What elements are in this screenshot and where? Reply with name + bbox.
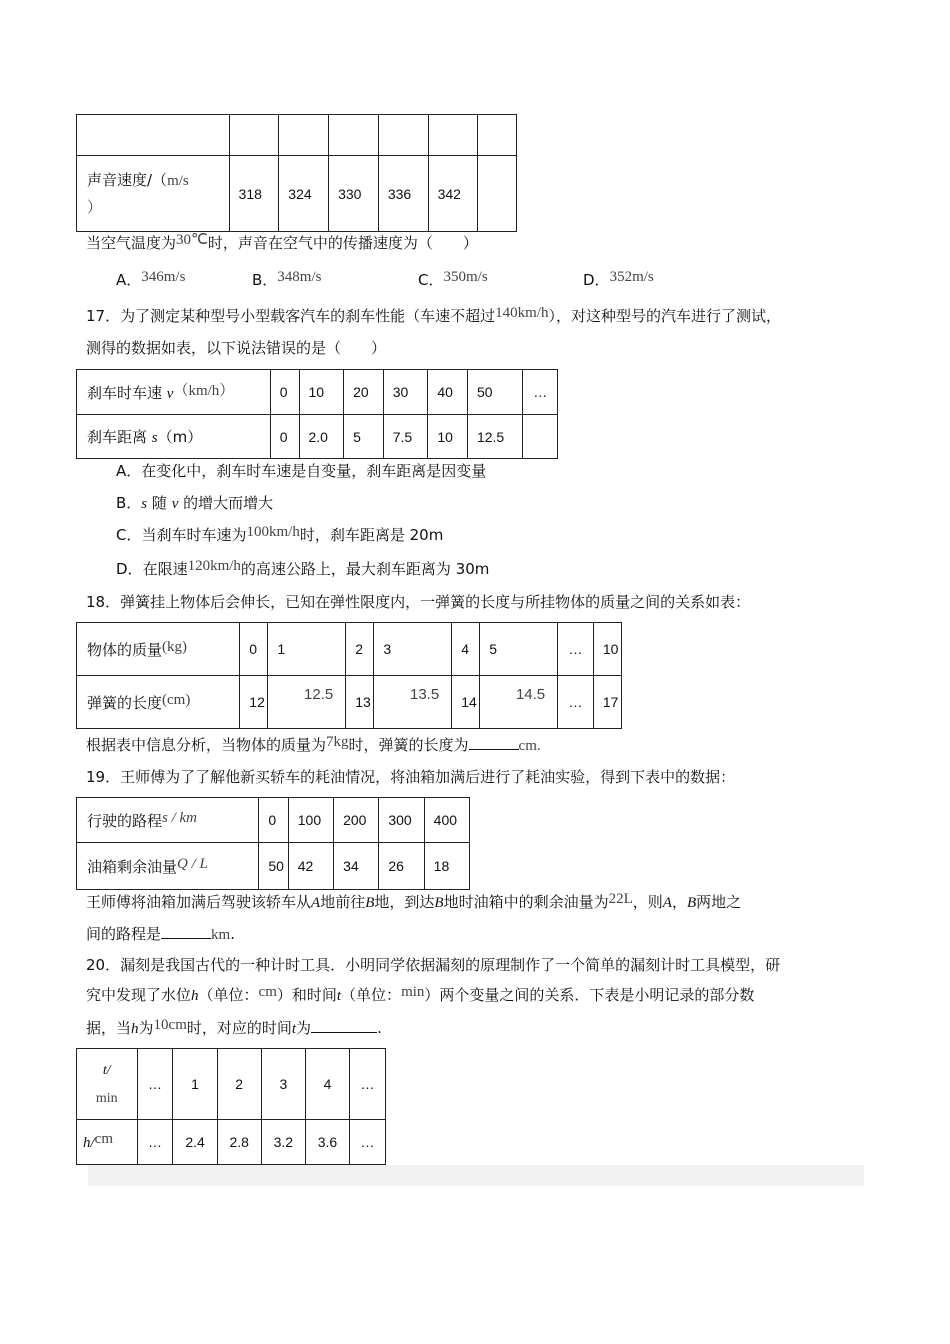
table-cell: … [523, 370, 558, 415]
label-text: 油箱剩余油量 [87, 857, 178, 876]
table-cell: 3.2 [261, 1120, 305, 1165]
question-number: 18． [86, 593, 121, 611]
unit-text: (cm) [162, 691, 191, 708]
table-cell: … [137, 1120, 173, 1165]
q16-stem [86, 233, 478, 254]
q18-mass-row [77, 623, 622, 676]
q17-option-d[interactable] [116, 559, 489, 580]
table-cell: 300 [379, 798, 424, 843]
option-text: 当刹车时车速为 [141, 526, 247, 544]
stem-text: 为 [296, 1019, 312, 1037]
speed-value: 120km/h [187, 558, 241, 574]
stem-text: ），对这种型号的汽车进行了测试， [548, 307, 781, 325]
table-cell: 324 [279, 156, 329, 232]
table-cell: 10 [428, 415, 468, 459]
q17-option-c[interactable] [116, 525, 443, 546]
mass-value: 7kg [326, 734, 349, 750]
table-cell: 20 [344, 370, 384, 415]
table-cell: 2.0 [299, 415, 344, 459]
table-cell: 100 [288, 798, 333, 843]
q16-table-speed-row [77, 156, 517, 232]
table-cell: 0 [259, 798, 288, 843]
q16-option-c[interactable] [418, 270, 488, 291]
q19-row-label [77, 798, 259, 843]
q16-header-cell [428, 115, 478, 156]
unit-text: km [211, 927, 231, 943]
table-cell: 30 [383, 370, 428, 415]
q19-stem [86, 767, 735, 787]
q17-distance-row [77, 415, 558, 459]
variable-t: t [336, 988, 342, 1004]
table-cell: 13 [346, 676, 374, 729]
q17-row-label [77, 370, 271, 415]
table-cell: 26 [379, 843, 424, 890]
option-text: 随 [151, 494, 167, 512]
stem-text: 漏刻是我国古代的一种计时工具．小明同学依据漏刻的原理制作了一个简单的漏刻计时工具模型，研 [120, 956, 781, 974]
option-letter: B． [116, 494, 142, 512]
table-cell: 4 [305, 1049, 349, 1120]
answer-blank[interactable] [161, 922, 211, 939]
table-cell: 4 [452, 623, 480, 676]
option-letter: A． [116, 271, 142, 289]
fuel-value: 22L [608, 891, 633, 907]
table-cell: … [350, 1049, 386, 1120]
table-cell [523, 415, 558, 459]
question-text: 间的路程是 [86, 925, 162, 943]
variable-t: t/ [102, 1063, 111, 1078]
q16-header-cell [329, 115, 379, 156]
stem-text: ）和时间 [276, 986, 337, 1004]
q18-stem [86, 592, 750, 612]
q17-stem-line1 [86, 306, 781, 327]
table-cell: … [350, 1120, 386, 1165]
q18-question [86, 733, 541, 756]
height-value: 10cm [153, 1017, 187, 1033]
unit-text: （km/h） [173, 382, 235, 399]
option-text: 在限速 [142, 560, 188, 578]
unit-text: cm. [518, 738, 541, 754]
q16-option-a[interactable] [116, 270, 185, 291]
unit-text: min [95, 1091, 118, 1106]
temperature-value: 30℃ [176, 232, 208, 248]
question-text: 两地之 [696, 893, 742, 911]
label-close: ） [87, 199, 103, 216]
label-text: 物体的质量 [87, 640, 163, 659]
option-text: 352m/s [609, 269, 654, 285]
question-text: 时，弹簧的长度为 [348, 736, 469, 754]
q16-header-cell [229, 115, 279, 156]
table-cell: 2 [217, 1049, 261, 1120]
table-cell: 3 [261, 1049, 305, 1120]
table-cell: 13.5 [374, 676, 452, 729]
q20-row-label [77, 1049, 138, 1120]
label-text: 刹车距离 [87, 428, 148, 446]
stem-text: ）两个变量之间的关系．下表是小明记录的部分数 [424, 986, 755, 1004]
option-letter: D． [116, 560, 143, 578]
question-number: 17． [86, 307, 121, 325]
q20-time-row [77, 1049, 386, 1120]
table-cell: 2.8 [217, 1120, 261, 1165]
table-cell: 0 [270, 415, 299, 459]
q16-table-header-row [77, 115, 517, 156]
answer-blank[interactable] [311, 1016, 377, 1033]
q20-row-label [77, 1120, 138, 1165]
q17-stem-line2: 测得的数据如表，以下说法错误的是（ ） [86, 339, 387, 357]
stem-text: . [377, 1019, 382, 1037]
option-letter: A． [116, 462, 142, 480]
question-number: 20． [86, 956, 121, 974]
table-cell [478, 156, 517, 232]
table-cell: 3.6 [305, 1120, 349, 1165]
q16-header-cell [279, 115, 329, 156]
q19-question-line1 [86, 892, 741, 913]
option-text: 350m/s [443, 269, 488, 285]
q16-header-cell [378, 115, 428, 156]
label-text: 刹车时车速 [87, 383, 163, 402]
table-cell: 40 [428, 370, 468, 415]
question-text: ，则 [632, 893, 663, 911]
option-letter: D． [583, 271, 610, 289]
point-b: B [686, 895, 697, 911]
label-text: 行驶的路程 [87, 811, 163, 830]
table-cell: 14 [452, 676, 480, 729]
table-cell: 7.5 [383, 415, 428, 459]
stem-text: 时，对应的时间 [186, 1019, 292, 1037]
unit-text: m/s [167, 172, 189, 189]
q19-distance-row [77, 798, 470, 843]
table-cell: 17 [593, 676, 621, 729]
point-b: B [365, 895, 375, 911]
table-cell: 10 [299, 370, 344, 415]
stem-text: 弹簧挂上物体后会伸长，已知在弹性限度内，一弹簧的长度与所挂物体的质量之间的关系如表： [120, 593, 751, 611]
option-text: 的高速公路上，最大刹车距离为 30m [240, 560, 490, 578]
q17-option-a[interactable] [116, 461, 486, 481]
q20-stem-line2 [86, 985, 754, 1006]
q19-question-line2 [86, 922, 235, 945]
q16-row-label [77, 156, 230, 232]
stem-text: 王师傅为了了解他新买轿车的耗油情况，将油箱加满后进行了耗油实验，得到下表中的数据： [120, 768, 736, 786]
stem-text: （单位： [341, 986, 402, 1004]
table-cell: 5 [480, 623, 558, 676]
question-text: 根据表中信息分析，当物体的质量为 [86, 736, 327, 754]
table-cell: 12.5 [268, 676, 346, 729]
variable-s: s [141, 496, 148, 512]
stem-text: 为 [138, 1019, 154, 1037]
q18-table [76, 622, 622, 729]
q17-speed-row [77, 370, 558, 415]
table-cell: 336 [378, 156, 428, 232]
q16-header-cell [77, 115, 230, 156]
table-cell: 5 [344, 415, 384, 459]
variable-h: h [131, 1021, 139, 1037]
q16-table [76, 114, 517, 232]
table-cell: 12.5 [467, 415, 523, 459]
option-letter: C． [418, 271, 444, 289]
table-cell: 1 [268, 623, 346, 676]
option-text: 时，刹车距离是 20m [299, 526, 444, 544]
unit-text: （m） [157, 428, 203, 446]
table-cell: 3 [374, 623, 452, 676]
table-cell: 1 [173, 1049, 217, 1120]
table-cell: 42 [288, 843, 333, 890]
variable-t: t [291, 1021, 297, 1037]
option-text: 的增大而增大 [183, 494, 274, 512]
table-cell: 18 [424, 843, 469, 890]
question-text: . [230, 925, 235, 943]
table-cell: … [137, 1049, 173, 1120]
unit-text: Q / L [177, 855, 208, 872]
question-text: 地时油箱中的剩余油量为 [443, 893, 609, 911]
q20-height-row [77, 1120, 386, 1165]
stem-text: 当空气温度为 [86, 234, 177, 252]
point-a: A [662, 895, 672, 911]
table-cell: … [558, 676, 594, 729]
table-cell: 342 [428, 156, 478, 232]
stem-text: 据，当 [86, 1019, 132, 1037]
variable-s: s [151, 430, 158, 446]
q17-option-b[interactable] [116, 493, 273, 514]
table-cell: 14.5 [480, 676, 558, 729]
unit-text: min [401, 984, 425, 1000]
q18-row-label [77, 676, 240, 729]
unit-text: cm [94, 1130, 113, 1147]
table-cell: 200 [334, 798, 379, 843]
table-cell: 34 [334, 843, 379, 890]
table-cell: 318 [229, 156, 279, 232]
unit-text: cm [258, 984, 277, 1000]
stem-text: （单位： [198, 986, 259, 1004]
gray-separator-bar [88, 1165, 864, 1186]
table-cell: 330 [329, 156, 379, 232]
q19-table [76, 797, 470, 890]
option-text: 348m/s [277, 269, 322, 285]
table-cell: 2.4 [173, 1120, 217, 1165]
table-cell: 12 [240, 676, 268, 729]
point-a: A [311, 895, 321, 911]
variable-h: h [191, 988, 199, 1004]
point-b: B [434, 895, 444, 911]
speed-value: 140km/h [495, 305, 549, 321]
question-text: 地前往 [320, 893, 366, 911]
q16-option-b[interactable] [252, 270, 321, 291]
table-cell: 400 [424, 798, 469, 843]
table-cell: 50 [259, 843, 288, 890]
stem-text: 时，声音在空气中的传播速度为（ ） [207, 234, 478, 252]
speed-value: 100km/h [246, 524, 300, 540]
question-text: 地，到达 [374, 893, 435, 911]
table-cell: 50 [467, 370, 523, 415]
question-number: 19． [86, 768, 121, 786]
table-cell: 0 [240, 623, 268, 676]
q16-option-d[interactable] [583, 270, 654, 291]
unit-text: (kg) [162, 638, 188, 655]
option-text: 在变化中，刹车时车速是自变量，刹车距离是因变量 [141, 462, 487, 480]
option-letter: B． [252, 271, 278, 289]
question-text: ， [671, 893, 687, 911]
q20-stem-line3 [86, 1016, 382, 1039]
stem-text: 为了测定某种型号小型载客汽车的刹车性能（车速不超过 [120, 307, 496, 325]
answer-blank[interactable] [469, 733, 519, 750]
q18-length-row [77, 676, 622, 729]
variable-v: v [166, 385, 174, 402]
q18-row-label [77, 623, 240, 676]
table-cell: … [558, 623, 594, 676]
q17-table [76, 369, 558, 459]
q20-table [76, 1048, 386, 1165]
q20-stem-line1 [86, 955, 780, 975]
q19-fuel-row [77, 843, 470, 890]
stem-text: 究中发现了水位 [86, 986, 192, 1004]
table-cell: 2 [346, 623, 374, 676]
table-cell: 10 [593, 623, 621, 676]
question-text: 王师傅将油箱加满后驾驶该轿车从 [86, 893, 312, 911]
label-text: 弹簧的长度 [87, 693, 163, 712]
variable-h: h/ [83, 1134, 95, 1151]
label-text: 声音速度/（ [87, 170, 168, 189]
unit-text: s / km [162, 809, 198, 826]
q16-header-cell [478, 115, 517, 156]
option-text: 346m/s [141, 269, 186, 285]
variable-v: v [171, 496, 179, 512]
option-letter: C． [116, 526, 142, 544]
q17-row-label [77, 415, 271, 459]
q19-row-label [77, 843, 259, 890]
table-cell: 0 [270, 370, 299, 415]
